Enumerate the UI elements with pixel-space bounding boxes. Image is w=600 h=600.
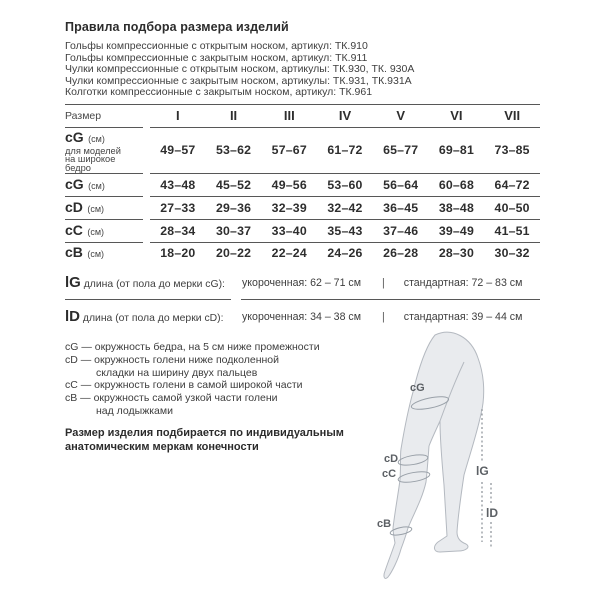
length-label: [65, 308, 242, 326]
product-item: Гольфы компрессионные с открытым носком, артикул: ТК.910: [65, 40, 368, 52]
table-row-cc: [65, 220, 540, 243]
note-line-continuation: складки на ширину двух пальцев: [96, 366, 258, 379]
table-header-row: [65, 105, 540, 128]
size-col: III: [283, 108, 295, 124]
length-label: [65, 274, 242, 292]
value-cell: 45–52: [215, 177, 252, 192]
size-col: II: [229, 108, 238, 124]
product-item: Чулки компрессионные с открытым носком, артикулы: ТК.930, ТК. 930А: [65, 63, 415, 76]
product-list: [65, 41, 540, 99]
row-values: [150, 197, 540, 220]
length-short: укороченная: 34 – 38 см: [242, 310, 361, 323]
measure-code: cC: [65, 221, 83, 238]
row-label: [65, 197, 143, 220]
length-separator: |: [382, 276, 385, 289]
value-cell: 73–85: [494, 143, 530, 158]
row-values: [150, 174, 540, 197]
measure-unit: (см): [88, 133, 105, 144]
row-sublabel: на широкое: [65, 154, 116, 165]
figure-label-lg: lG: [476, 464, 489, 478]
figure-label-cd: cD: [384, 453, 399, 465]
value-cell: 37–46: [383, 223, 419, 238]
length-divider: [65, 299, 540, 300]
value-cell: 30–37: [215, 223, 252, 238]
value-cell: 28–34: [160, 223, 196, 238]
value-cell: 41–51: [494, 223, 530, 238]
size-columns: [150, 105, 540, 128]
value-cell: 27–33: [160, 200, 196, 215]
figure-label-cb: cB: [377, 518, 392, 530]
value-cell: 39–49: [438, 223, 475, 238]
note-line: cC — окружность голени в самой широкой части: [65, 379, 303, 392]
value-cell: 38–48: [438, 200, 475, 215]
value-cell: 18–20: [160, 246, 196, 261]
value-cell: 29–36: [215, 200, 252, 215]
leg-measurement-figure: [360, 325, 600, 600]
row-values: [150, 220, 540, 243]
product-item: Чулки компрессионные с закрытым носком, артикулы: ТК.931, ТК.931А: [65, 74, 412, 87]
value-cell: 20–22: [215, 246, 252, 261]
length-values: [242, 311, 540, 323]
measure-unit: (см): [87, 226, 105, 237]
measure-code: cG: [65, 128, 84, 145]
length-row-ld: [65, 307, 540, 327]
length-standard: стандартная: 39 – 44 см: [403, 310, 523, 323]
value-cell: 49–57: [160, 143, 196, 158]
note-line-continuation: над лодыжками: [96, 404, 173, 417]
value-cell: 64–72: [494, 177, 530, 192]
row-label: [65, 220, 143, 243]
value-cell: 22–24: [271, 246, 307, 261]
value-cell: 40–50: [494, 200, 530, 215]
size-col: VI: [450, 108, 463, 124]
value-cell: 61–72: [327, 143, 363, 158]
table-row-cg-wide: [65, 128, 540, 174]
length-separator: |: [382, 310, 385, 323]
length-standard: стандартная: 72 – 83 см: [403, 276, 523, 289]
product-item: Гольфы компрессионные с закрытым носком, артикул: ТК.911: [65, 51, 368, 64]
measure-code: cG: [65, 175, 84, 192]
value-cell: 60–68: [438, 177, 475, 192]
row-label: [65, 174, 143, 197]
value-cell: 57–67: [271, 143, 307, 158]
row-values: [150, 243, 540, 264]
size-col: I: [176, 108, 180, 124]
value-cell: 36–45: [383, 200, 419, 215]
value-cell: 32–42: [327, 200, 363, 215]
value-cell: 35–43: [327, 223, 363, 238]
row-label: [65, 243, 143, 264]
figure-label-cg: cG: [410, 382, 425, 394]
size-table: [65, 104, 540, 264]
product-item: Колготки компрессионные с закрытым носком, артикул: ТК.961: [65, 86, 373, 99]
length-short: укороченная: 62 – 71 см: [242, 276, 361, 289]
note-line: cB — окружность самой узкой части голени: [65, 392, 278, 405]
figure-label-ld: lD: [486, 506, 498, 520]
measure-unit: (см): [87, 203, 105, 214]
measure-code: lD: [65, 307, 80, 325]
value-cell: 26–28: [383, 246, 419, 261]
note-line: cD — окружность голени ниже подколенной: [65, 353, 280, 366]
row-sublabel: бедро: [65, 162, 91, 173]
row-label: [65, 128, 143, 174]
value-cell: 43–48: [160, 177, 196, 192]
leg-silhouette: [384, 332, 484, 578]
value-cell: 53–60: [327, 177, 363, 192]
size-header-label: Размер: [65, 105, 143, 128]
statement-line: анатомическим меркам конечности: [65, 440, 259, 453]
table-row-cd: [65, 197, 540, 220]
value-cell: 53–62: [215, 143, 252, 158]
length-row-lg: [65, 273, 540, 293]
measure-unit: (см): [88, 180, 105, 191]
sizing-statement: [65, 427, 395, 455]
value-cell: 32–39: [271, 200, 307, 215]
table-row-cg: [65, 174, 540, 197]
figure-label-cc: cC: [382, 468, 397, 480]
measure-code: cD: [65, 198, 83, 215]
row-values: [150, 128, 540, 174]
row-sublabel: для моделей: [65, 145, 121, 156]
size-col: IV: [338, 108, 352, 124]
length-desc: длина (от пола до мерки cG):: [80, 278, 225, 290]
measure-code: lG: [65, 273, 81, 291]
length-values: [242, 277, 540, 289]
value-cell: 30–32: [494, 246, 530, 261]
value-cell: 65–77: [383, 143, 419, 158]
value-cell: 49–56: [271, 177, 307, 192]
table-row-cb: [65, 243, 540, 264]
page-title: Правила подбора размера изделий: [65, 20, 289, 34]
measure-unit: (см): [87, 249, 105, 260]
value-cell: 33–40: [271, 223, 307, 238]
value-cell: 69–81: [438, 143, 475, 158]
value-cell: 24–26: [327, 246, 363, 261]
value-cell: 56–64: [383, 177, 419, 192]
value-cell: 28–30: [438, 246, 475, 261]
size-col: V: [396, 108, 406, 124]
note-line: cG — окружность бедра, на 5 см ниже промежности: [65, 340, 320, 353]
size-col: VII: [504, 108, 521, 124]
length-desc: длина (от пола до мерки cD):: [80, 312, 224, 324]
statement-line: Размер изделия подбирается по индивидуальным: [65, 426, 344, 439]
measure-code: cB: [65, 244, 83, 261]
